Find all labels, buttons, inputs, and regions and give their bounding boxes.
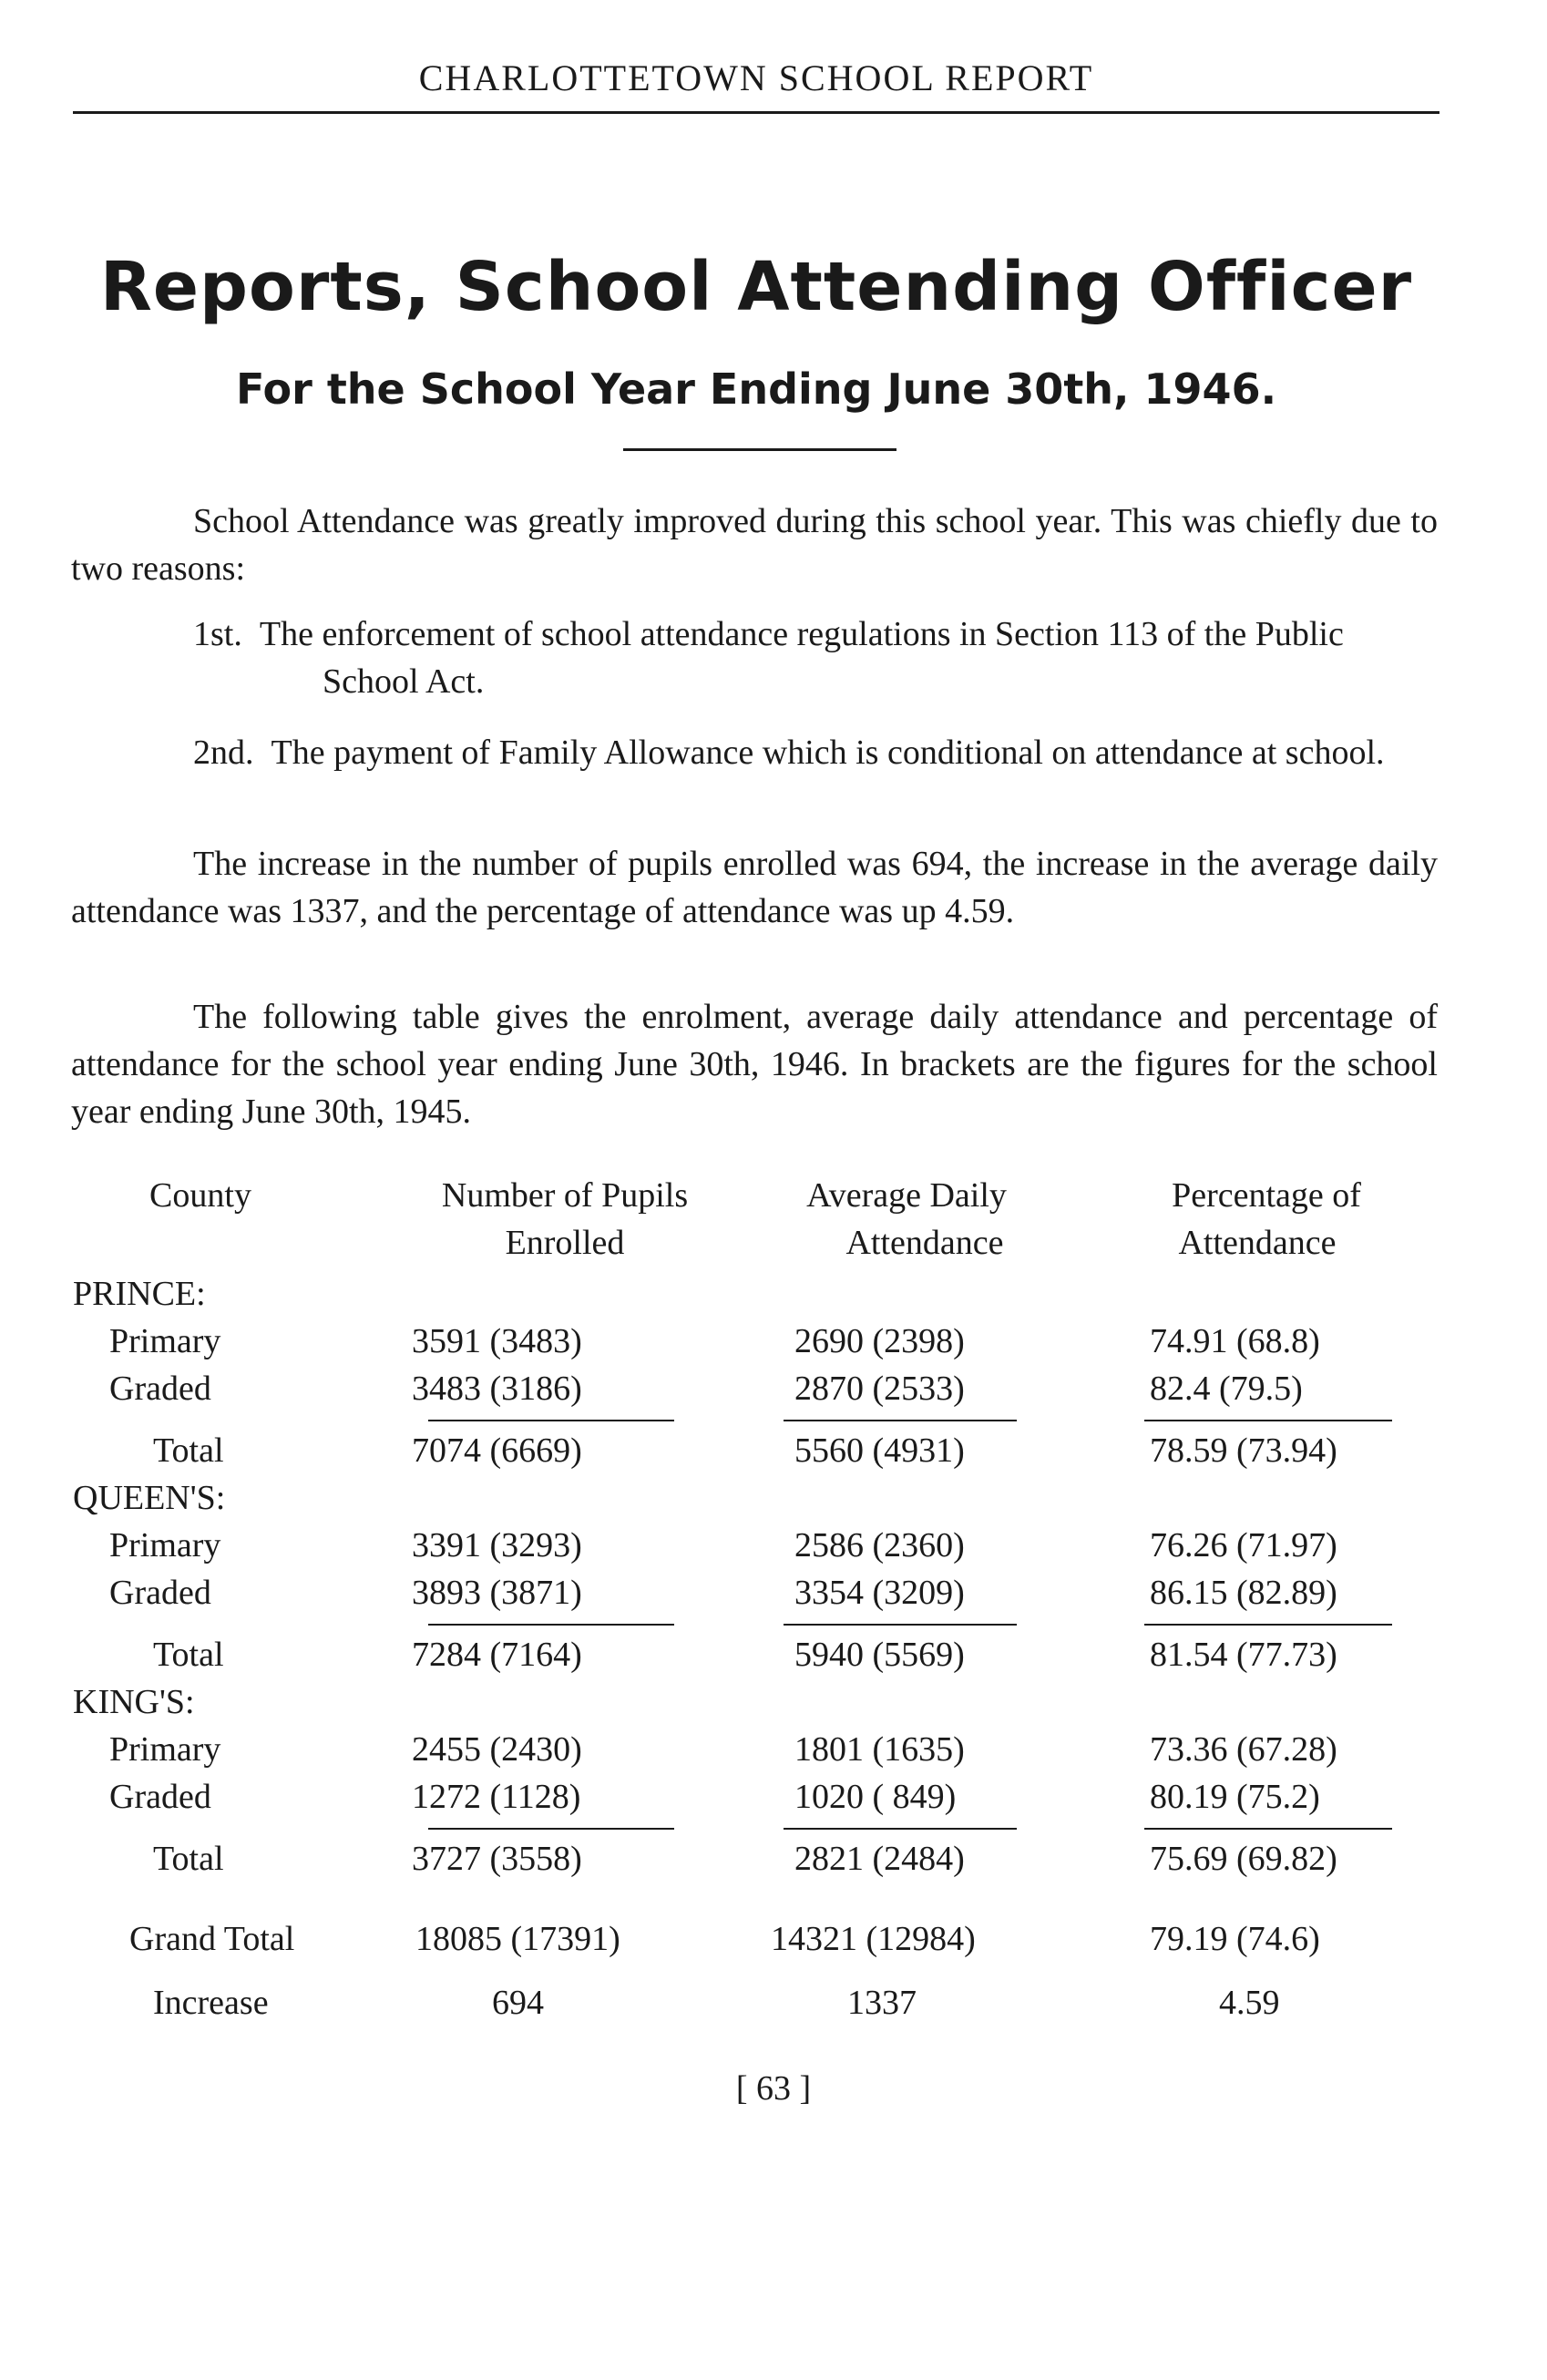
- percentage-value: 76.26 (71.97): [1150, 1526, 1337, 1564]
- grand-total-attendance: 14321 (12984): [771, 1920, 976, 1958]
- total-percentage: 75.69 (69.82): [1150, 1840, 1337, 1878]
- percentage-value: 74.91 (68.8): [1150, 1322, 1320, 1360]
- header-attendance: Average Daily: [806, 1176, 1007, 1215]
- total-label: Total: [153, 1636, 224, 1674]
- increase-enrolled: 694: [492, 1984, 544, 2022]
- reason-number: 1st.: [193, 615, 242, 653]
- attendance-value: 3354 (3209): [794, 1574, 965, 1612]
- total-percentage: 81.54 (77.73): [1150, 1636, 1337, 1674]
- grand-total-label: Grand Total: [129, 1920, 295, 1958]
- row-label: Graded: [109, 1370, 211, 1408]
- enrolled-value: 3591 (3483): [412, 1322, 582, 1360]
- sum-rule: [1144, 1828, 1392, 1830]
- sum-rule: [784, 1828, 1017, 1830]
- intro-paragraph: School Attendance was greatly improved during this school year. This was chiefly due to two reasons:: [71, 502, 1438, 588]
- attendance-value: 1020 ( 849): [794, 1778, 957, 1816]
- enrolled-value: 3893 (3871): [412, 1574, 582, 1612]
- header-county: County: [149, 1176, 251, 1215]
- reason-text: The enforcement of school attendance regulations in Section 113 of the Public School Act.: [259, 615, 1344, 701]
- page-subtitle: For the School Year Ending June 30th, 1946.: [235, 364, 1277, 414]
- county-name: QUEEN'S:: [73, 1479, 226, 1517]
- row-label: Primary: [109, 1730, 221, 1769]
- total-label: Total: [153, 1431, 224, 1470]
- header-enrolled: Number of Pupils: [441, 1176, 689, 1215]
- table-intro-paragraph: The following table gives the enrolment, average daily attendance and percentage of attendance for the school year ending June 30th, 1946. In brackets are the figures for the school year ending June 30th, 1945.: [71, 998, 1438, 1131]
- sum-rule: [428, 1624, 674, 1626]
- row-label: Graded: [109, 1574, 211, 1612]
- attendance-value: 1801 (1635): [794, 1730, 965, 1769]
- enrolled-value: 3391 (3293): [412, 1526, 582, 1564]
- total-attendance: 5560 (4931): [794, 1431, 965, 1470]
- row-label: Graded: [109, 1778, 211, 1816]
- sum-rule: [784, 1624, 1017, 1626]
- header-percentage: Attendance: [1178, 1224, 1337, 1262]
- header-attendance: Attendance: [845, 1224, 1004, 1262]
- reason-number: 2nd.: [193, 733, 254, 772]
- attendance-value: 2870 (2533): [794, 1370, 965, 1408]
- percentage-value: 80.19 (75.2): [1150, 1778, 1320, 1816]
- sum-rule: [784, 1420, 1017, 1421]
- total-attendance: 5940 (5569): [794, 1636, 965, 1674]
- total-attendance: 2821 (2484): [794, 1840, 965, 1878]
- total-percentage: 78.59 (73.94): [1150, 1431, 1337, 1470]
- percentage-value: 86.15 (82.89): [1150, 1574, 1337, 1612]
- sum-rule: [1144, 1420, 1392, 1421]
- total-label: Total: [153, 1840, 224, 1878]
- grand-total-percentage: 79.19 (74.6): [1150, 1920, 1320, 1958]
- header-percentage: Percentage of: [1172, 1176, 1361, 1215]
- percentage-value: 73.36 (67.28): [1150, 1730, 1337, 1769]
- county-name: PRINCE:: [73, 1275, 206, 1313]
- reason-text: The payment of Family Allowance which is conditional on attendance at school.: [271, 733, 1385, 772]
- page-title: Reports, School Attending Officer: [99, 248, 1413, 326]
- row-label: Primary: [109, 1526, 221, 1564]
- enrolled-value: 3483 (3186): [412, 1370, 582, 1408]
- enrolled-value: 1272 (1128): [412, 1778, 581, 1816]
- running-head: CHARLOTTETOWN SCHOOL REPORT: [418, 57, 1094, 98]
- increase-attendance: 1337: [847, 1984, 917, 2022]
- attendance-value: 2690 (2398): [794, 1322, 965, 1360]
- total-enrolled: 3727 (3558): [412, 1840, 582, 1878]
- page-number: [ 63 ]: [735, 2069, 812, 2108]
- sum-rule: [1144, 1624, 1392, 1626]
- county-name: KING'S:: [73, 1683, 195, 1721]
- sum-rule: [428, 1828, 674, 1830]
- enrolled-value: 2455 (2430): [412, 1730, 582, 1769]
- increase-label: Increase: [153, 1984, 269, 2022]
- percentage-value: 82.4 (79.5): [1150, 1370, 1303, 1408]
- sum-rule: [428, 1420, 674, 1421]
- total-enrolled: 7074 (6669): [412, 1431, 582, 1470]
- total-enrolled: 7284 (7164): [412, 1636, 582, 1674]
- increase-percentage: 4.59: [1219, 1984, 1280, 2022]
- row-label: Primary: [109, 1322, 221, 1360]
- attendance-value: 2586 (2360): [794, 1526, 965, 1564]
- increase-paragraph: The increase in the number of pupils enrolled was 694, the increase in the average daily attendance was 1337, and the percentage of attendance was up 4.59.: [71, 845, 1438, 930]
- grand-total-enrolled: 18085 (17391): [415, 1920, 620, 1958]
- header-enrolled: Enrolled: [505, 1224, 625, 1262]
